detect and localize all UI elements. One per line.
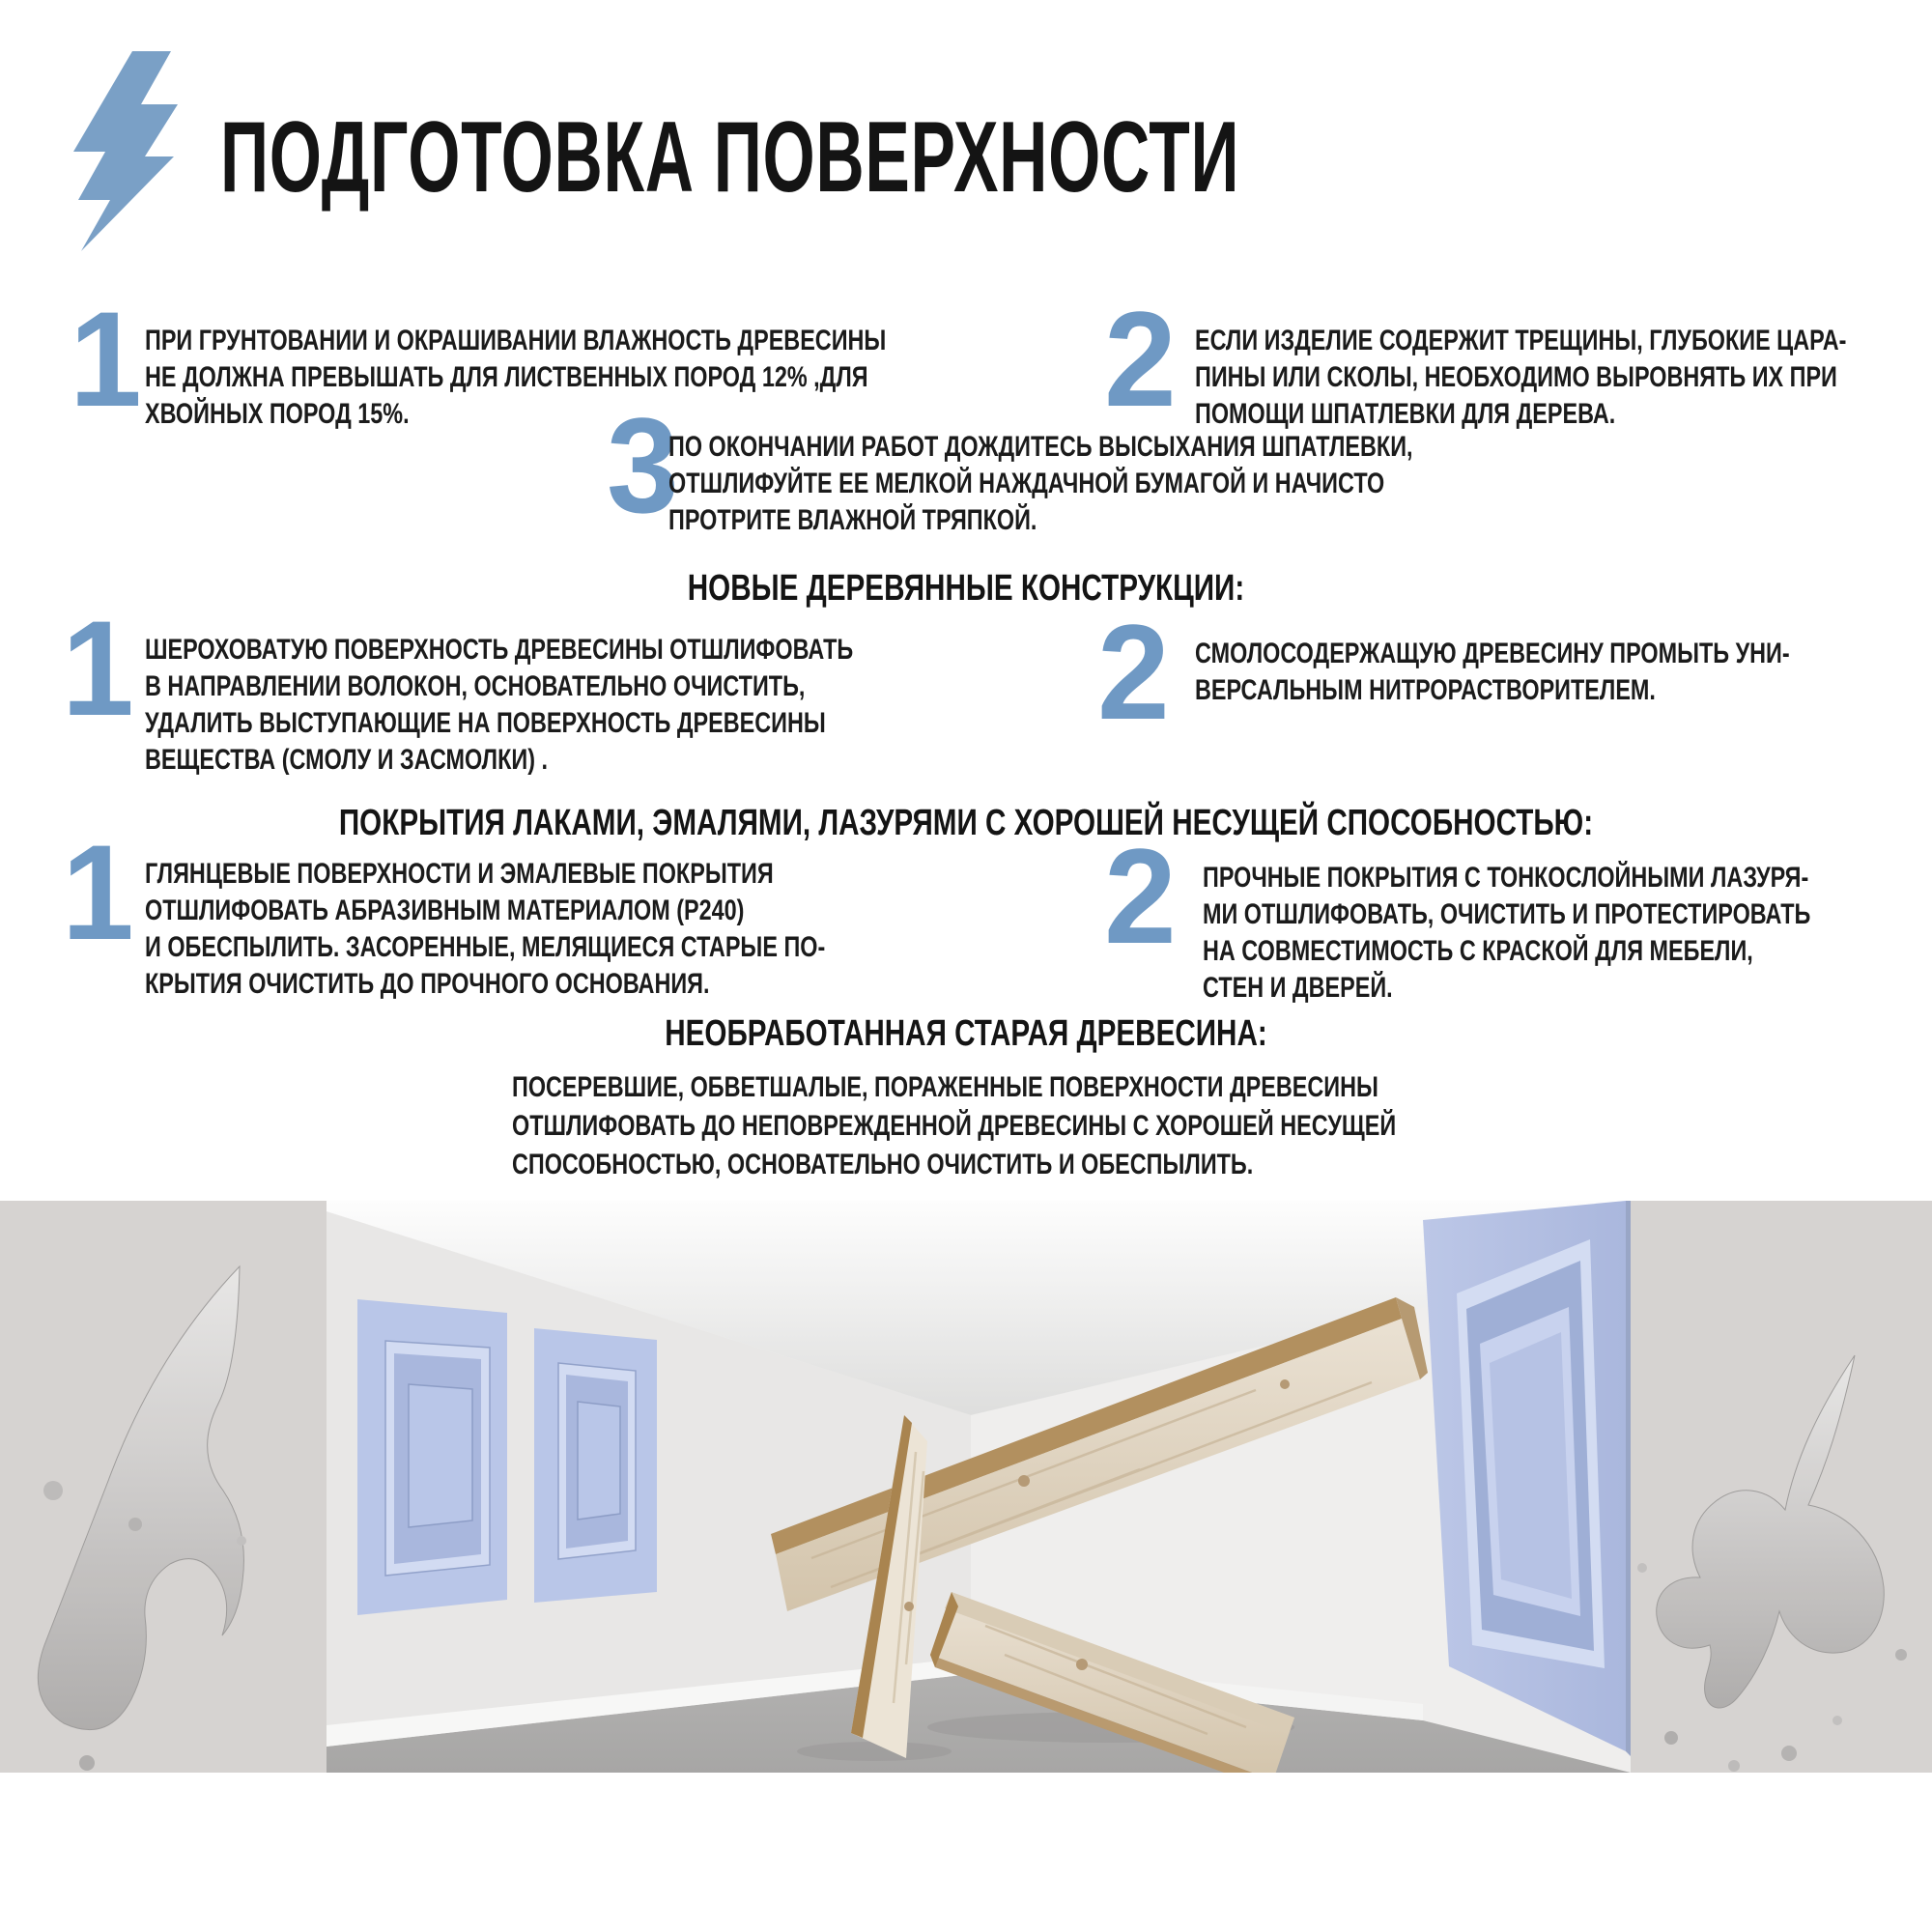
text-line: ПИНЫ ИЛИ СКОЛЫ, НЕОБХОДИМО ВЫРОВНЯТЬ ИХ ПРИ: [1195, 361, 1837, 393]
text-line: ВЕЩЕСТВА (СМОЛУ И ЗАСМОЛКИ) .: [145, 744, 548, 776]
text-line: НА СОВМЕСТИМОСТЬ С КРАСКОЙ ДЛЯ МЕБЕЛИ,: [1203, 935, 1753, 967]
text-line: ПРИ ГРУНТОВАНИИ И ОКРАШИВАНИИ ВЛАЖНОСТЬ ДРЕВЕСИНЫ: [145, 325, 887, 356]
text-line: ВЕРСАЛЬНЫМ НИТРОРАСТВОРИТЕЛЕМ.: [1195, 674, 1656, 706]
text-line: ОТШЛИФУЙТЕ ЕЕ МЕЛКОЙ НАЖДАЧНОЙ БУМАГОЙ И НАЧИСТО: [668, 468, 1385, 499]
text-line: НЕ ДОЛЖНА ПРЕВЫШАТЬ ДЛЯ ЛИСТВЕННЫХ ПОРОД 12% ,ДЛЯ: [145, 361, 868, 393]
section-heading-old-wood: НЕОБРАБОТАННАЯ СТАРАЯ ДРЕВЕСИНА:: [665, 1013, 1267, 1054]
step-number: 3: [607, 389, 679, 541]
text-line: СТЕН И ДВЕРЕЙ.: [1203, 972, 1393, 1004]
room-illustration: [0, 1201, 1932, 1773]
text-line: ПО ОКОНЧАНИИ РАБОТ ДОЖДИТЕСЬ ВЫСЫХАНИЯ ШПАТЛЕВКИ,: [668, 431, 1413, 463]
text-line: ПРОЧНЫЕ ПОКРЫТИЯ С ТОНКОСЛОЙНЫМИ ЛАЗУРЯ-: [1203, 862, 1809, 894]
step-text: [145, 323, 886, 433]
text-line: ЕСЛИ ИЗДЕЛИЕ СОДЕРЖИТ ТРЕЩИНЫ, ГЛУБОКИЕ ЦАРА-: [1195, 325, 1847, 356]
step-text: [1195, 636, 1790, 709]
text-line: ПОМОЩИ ШПАТЛЕВКИ ДЛЯ ДЕРЕВА.: [1195, 398, 1616, 430]
text-line: УДАЛИТЬ ВЫСТУПАЮЩИЕ НА ПОВЕРХНОСТЬ ДРЕВЕСИНЫ: [145, 707, 826, 739]
old-wood-paragraph: [512, 1068, 1396, 1184]
text-line: МИ ОТШЛИФОВАТЬ, ОЧИСТИТЬ И ПРОТЕСТИРОВАТЬ: [1203, 898, 1811, 930]
text-line: В НАПРАВЛЕНИИ ВОЛОКОН, ОСНОВАТЕЛЬНО ОЧИСТИТЬ,: [145, 670, 806, 702]
section-heading-new-wood: НОВЫЕ ДЕРЕВЯННЫЕ КОНСТРУКЦИИ:: [687, 568, 1245, 609]
text-line: ХВОЙНЫХ ПОРОД 15%.: [145, 398, 410, 430]
step-text: [668, 429, 1413, 539]
page-title: ПОДГОТОВКА ПОВЕРХНОСТИ: [220, 101, 1240, 213]
blue-wall-panel-2: [534, 1328, 657, 1603]
text-line: ГЛЯНЦЕВЫЕ ПОВЕРХНОСТИ И ЭМАЛЕВЫЕ ПОКРЫТИЯ: [145, 858, 774, 890]
text-line: ШЕРОХОВАТУЮ ПОВЕРХНОСТЬ ДРЕВЕСИНЫ ОТШЛИФОВАТЬ: [145, 634, 854, 666]
text-line: И ОБЕСПЫЛИТЬ. ЗАСОРЕННЫЕ, МЕЛЯЩИЕСЯ СТАРЫЕ ПО-: [145, 931, 826, 963]
text-line: ПРОТРИТЕ ВЛАЖНОЙ ТРЯПКОЙ.: [668, 504, 1037, 536]
step-number: 2: [1104, 283, 1177, 435]
lightning-bolt-icon: [58, 39, 203, 275]
step-number: 2: [1097, 596, 1170, 748]
step-number: 2: [1104, 820, 1177, 972]
step-number: 1: [62, 592, 134, 744]
plank-floor-shadow: [797, 1742, 952, 1761]
step-text: [145, 856, 825, 1003]
step-text: [145, 632, 853, 779]
text-line: ПОСЕРЕВШИЕ, ОБВЕТШАЛЫЕ, ПОРАЖЕННЫЕ ПОВЕРХНОСТИ ДРЕВЕСИНЫ: [512, 1071, 1378, 1103]
section-heading-coatings: ПОКРЫТИЯ ЛАКАМИ, ЭМАЛЯМИ, ЛАЗУРЯМИ С ХОРОШЕЙ НЕСУЩЕЙ СПОСОБНОСТЬЮ:: [338, 803, 1594, 843]
step-number: 1: [70, 283, 142, 435]
text-line: ОТШЛИФОВАТЬ АБРАЗИВНЫМ МАТЕРИАЛОМ (P240): [145, 895, 745, 926]
text-line: СМОЛОСОДЕРЖАЩУЮ ДРЕВЕСИНУ ПРОМЫТЬ УНИ-: [1195, 638, 1790, 669]
text-line: ОТШЛИФОВАТЬ ДО НЕПОВРЕЖДЕННОЙ ДРЕВЕСИНЫ С ХОРОШЕЙ НЕСУЩЕЙ: [512, 1110, 1397, 1142]
step-text: [1195, 323, 1846, 433]
step-text: [1203, 860, 1810, 1007]
text-line: КРЫТИЯ ОЧИСТИТЬ ДО ПРОЧНОГО ОСНОВАНИЯ.: [145, 968, 710, 1000]
step-number: 1: [62, 816, 134, 968]
text-line: СПОСОБНОСТЬЮ, ОСНОВАТЕЛЬНО ОЧИСТИТЬ И ОБЕСПЫЛИТЬ.: [512, 1149, 1254, 1180]
blue-wall-panel-1: [357, 1299, 507, 1615]
